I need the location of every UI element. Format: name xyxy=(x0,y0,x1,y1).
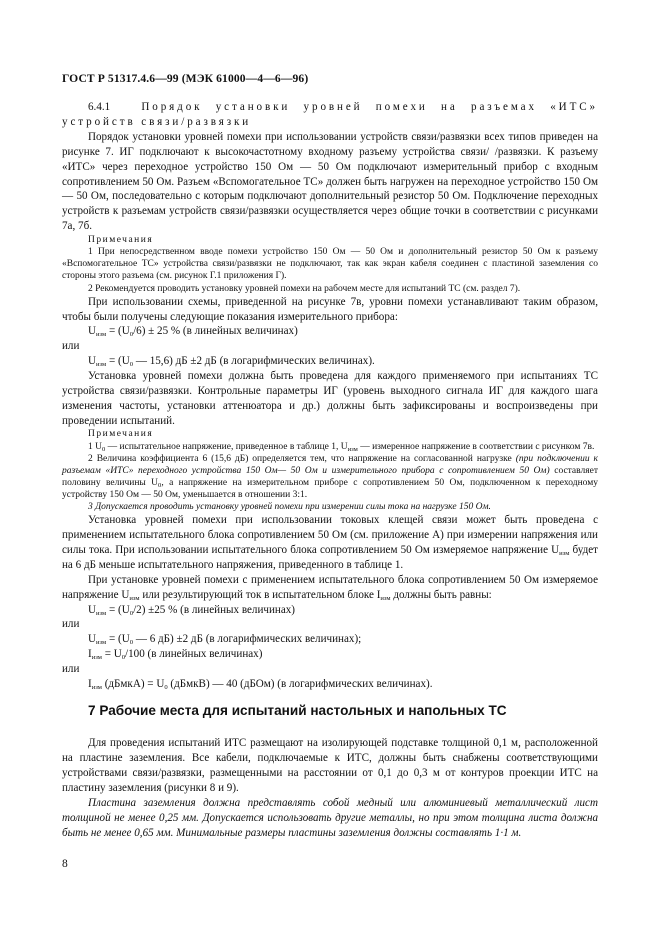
notes-title: Примечания xyxy=(88,429,154,440)
section-heading-7: 7 Рабочие места для испытаний настольных и напольных ТС xyxy=(88,703,507,719)
note: 3 Допускается проводить установку уровней помехи при измерении силы тока на нагрузке 150 Ом. xyxy=(88,502,491,513)
paragraph: Для проведения испытаний ИТС размещают на изолирующей подставке толщиной 0,1 м, расположенной на пластине заземления. Все кабели, подключаемые к ИТС, должны быть снабжены соответствующими устройствами связи/развязки, размещенными на расстоянии от 0,1 до 0,3 м от контуров проекции ИТС на пластину заземления (рисунки 8 и 9). xyxy=(62,737,598,795)
section-heading-6-4-1: 6.4.1 Порядок установки уровней помехи на разъемах «ИТС» устройств связи/развязки xyxy=(62,101,599,128)
note: 1 При непосредственном вводе помехи устройство 150 Ом — 50 Ом и дополнительный резистор 50 Ом к разъему «Вспомогательное ТС» устройства связи/развязки не подключают, так как экран кабеля соединен с пластиной заземления со стороны этого разъема (см. рисунок Г.1 приложения Г). xyxy=(62,247,598,282)
notes-title: Примечания xyxy=(88,235,154,246)
formula: $U_{изм} = (U_0/2) \pm 25$ % (в линейных величинах) xyxy=(88,603,296,617)
paragraph: При установке уровней помехи с применением испытательного блока сопротивлением 50 Ом измеряемое напряжение $U_{изм}$ или результирующий ток в испытательном блоке $I_{изм}$ должны быть равны: xyxy=(62,573,598,602)
formula: $I_{изм} = U_0/100$ (в линейных величинах) xyxy=(88,647,263,661)
note: 1 $U_0$ — испытательное напряжение, приведенное в таблице 1, $U_{изм}$ — измеренное напряжение в соответствии с рисунком 7в. xyxy=(88,441,595,453)
formula-or: или xyxy=(62,618,80,631)
page-number: 8 xyxy=(62,858,68,870)
paragraph: Порядок установки уровней помехи при использовании устройств связи/развязки всех типов приведен на рисунке 7. ИГ подключают к высокочастотному входному разъему устройства связи/ /развязки. К разъему «ИТС» через переходное устройство 150 Ом — 50 Ом подключают измерительный прибор с входным сопротивлением 50 Ом. Разъем «Вспомогательное ТС» должен быть нагружен на переходное устройство 150 Ом — 50 Ом, последовательно с которым подключают дополнительный резистор 50 Ом. Подключение переходных устройств к разъемам устройств связи/развязки осуществляется через общие точки в соответствии с рисунками 7а, 7б. xyxy=(62,130,598,233)
formula-or: или xyxy=(62,662,80,675)
formula: $U_{изм} = (U_0$ — 15,6) дБ ±2 дБ (в логарифмических величинах). xyxy=(88,355,375,369)
section-title: Порядок установки уровней помехи на разъемах «ИТС» устройств связи/развязки xyxy=(62,101,599,128)
document-header: ГОСТ Р 51317.4.6—99 (МЭК 61000—4—6—96) xyxy=(62,72,309,85)
formula-or: или xyxy=(62,340,80,353)
document-body xyxy=(62,100,598,841)
paragraph: Пластина заземления должна представлять собой медный или алюминиевый металлический лист толщиной не менее 0,25 мм. Допускается использовать другие металлы, но при этом толщина листа должна быть не менее 0,65 мм. Минимальные размеры пластины заземления должны составлять 1·1 м. xyxy=(62,796,598,839)
paragraph: При использовании схемы, приведенной на рисунке 7в, уровни помехи устанавливают таким образом, чтобы были получены следующие показания измерительного прибора: xyxy=(62,295,598,323)
paragraph: Установка уровней помехи при использовании токовых клещей связи может быть проведена с применением испытательного блока сопротивлением 50 Ом (см. приложение А) при измерении напряжения или силы тока. При использовании испытательного блока сопротивлением 50 Ом измеряемое напряжение $U_{изм}$ будет на 6 дБ меньше испытательного напряжения, приведенного в таблице 1. xyxy=(62,514,598,571)
formula: $U_{изм} = (U_0$ — 6 дБ) ±2 дБ (в логарифмических величинах); xyxy=(88,633,362,647)
note: 2 Величина коэффициента 6 (15,6 дБ) определяется тем, что напряжение на согласованной нагрузке (при подключении к разъемам «ИТС» переходного устройства 150 Ом— 50 Ом и измерительного прибора с сопротивлением 50 Ом) составляет половину величины $U_0$, а напряжение на измерительном приборе с сопротивлением 50 Ом, подключенном к переходному устройству 150 Ом — 50 Ом, уменьшается в отношении 3:1. xyxy=(62,453,598,500)
paragraph: Установка уровней помехи должна быть проведена для каждого применяемого при испытаниях ТС устройства связи/развязки. Контрольные параметры ИГ (уровень выходного сигнала ИГ для каждого шага изменения частоты, установки аттенюатора и др.) должны быть зафиксированы и воспроизведены при проведении испытаний. xyxy=(62,369,598,427)
formula: $I_{изм}$ (дБмкА) = $U_0$ (дБмкВ) — 40 (дБОм) (в логарифмических величинах). xyxy=(88,677,433,691)
formula: $U_{изм} = (U_0/6) \pm 25$ % (в линейных величинах) xyxy=(88,325,298,339)
note: 2 Рекомендуется проводить установку уровней помехи на рабочем месте для испытаний ТС (см. раздел 7). xyxy=(88,283,521,294)
